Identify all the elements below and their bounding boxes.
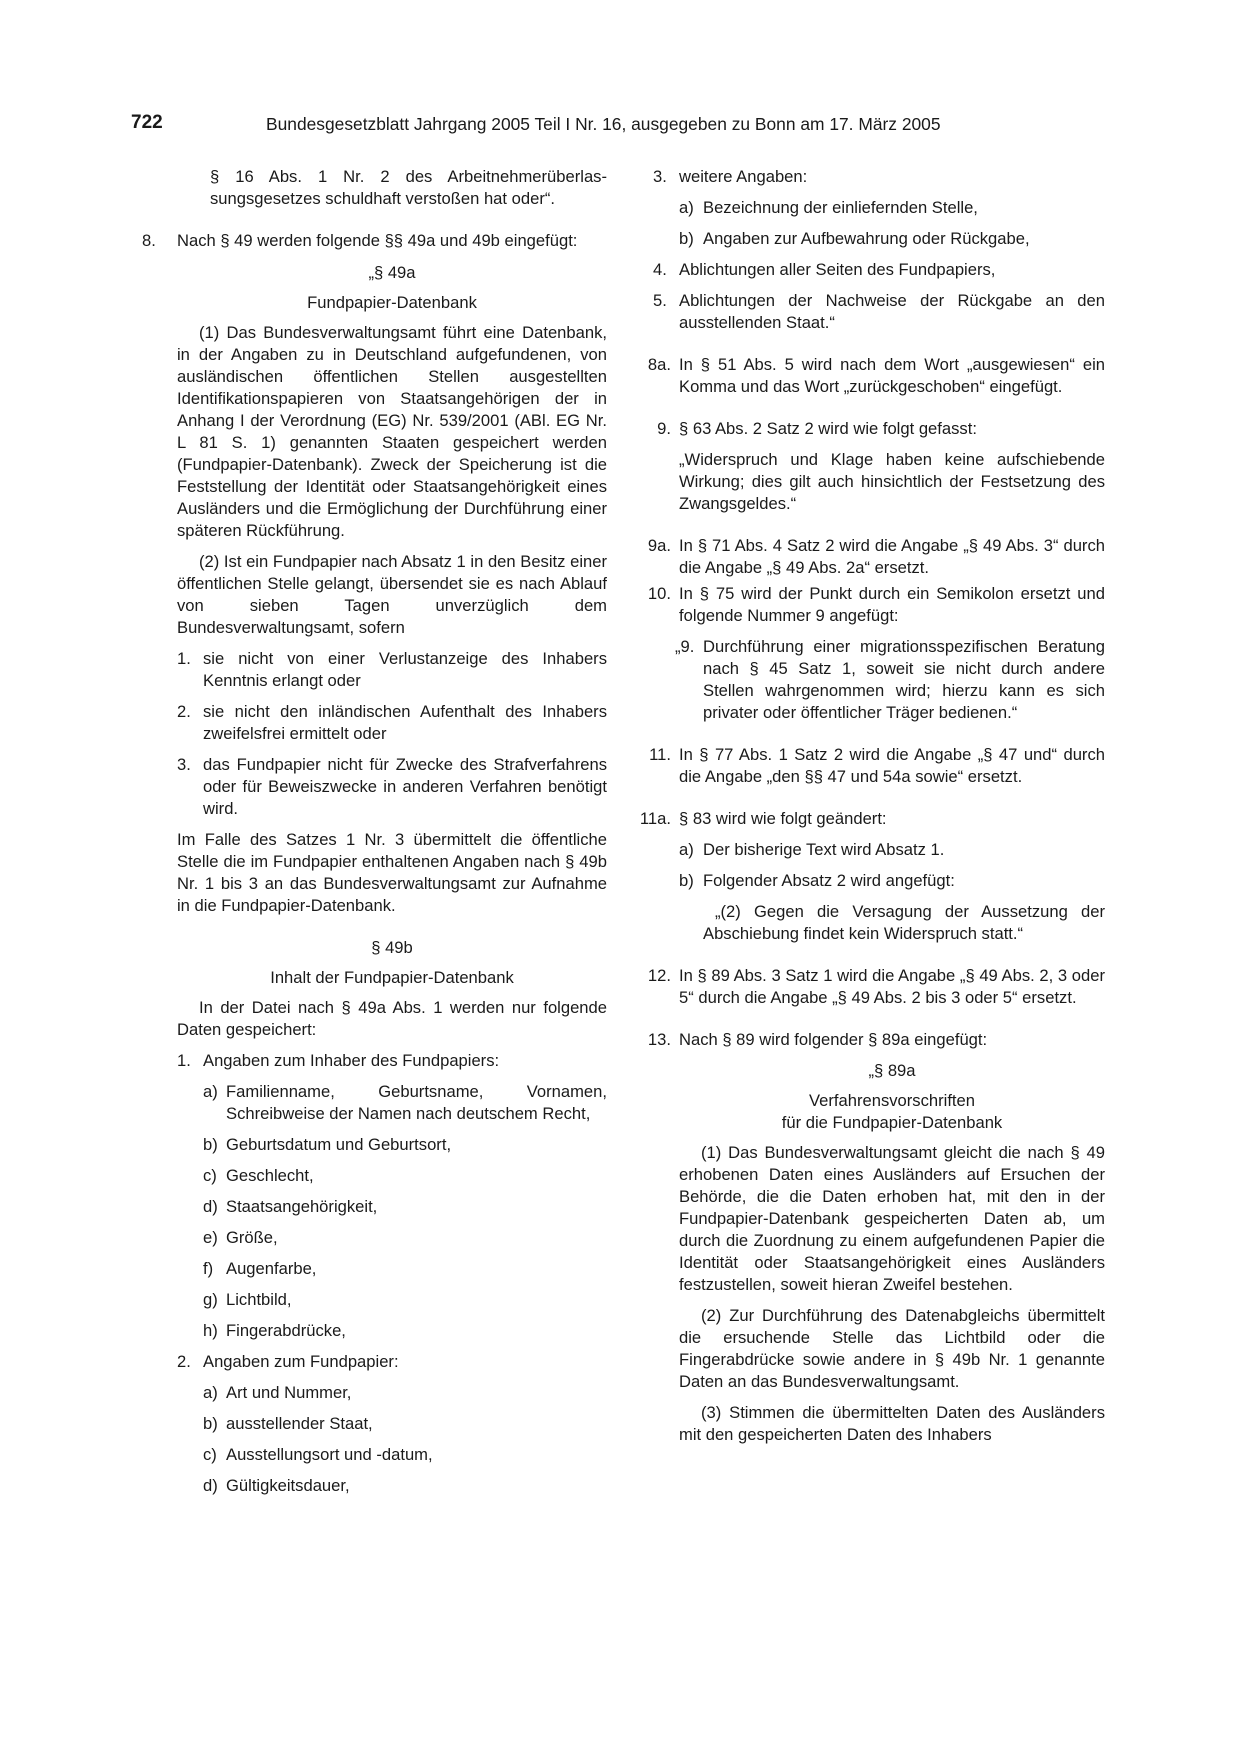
item-text: In § 77 Abs. 1 Satz 2 wird die Angabe „§ 47 und“ durch die Angabe „den §§ 47 und 54a sowie“ ersetzt.: [679, 745, 1105, 786]
list-number: 4.: [653, 260, 667, 279]
page-number: 722: [131, 112, 163, 133]
sub-label: h): [203, 1321, 218, 1340]
list-text: Ablichtungen aller Seiten des Fundpapiers,: [679, 260, 996, 279]
amendment-item-11a: [633, 808, 1105, 830]
paragraph: (1) Das Bundesverwaltungsamt gleicht die nach § 49 erhobenen Daten eines Ausländers auf Ersuchen der Behörde, die die Daten erhoben hat, mit den in der Fundpapier-Datenbank gespeicherten Daten ab, um durch die Zuordnung zu einem aufgefundenen Papier die Identität oder Staatsangehörigkeit eines Ausländers festzustellen, soweit hieran Zweifel bestehen.: [679, 1143, 1105, 1294]
sub-label: b): [203, 1135, 218, 1154]
sub-label: e): [203, 1228, 218, 1247]
item-text: In § 51 Abs. 5 wird nach dem Wort „ausgewiesen“ ein Komma und das Wort „zurückgeschoben“ eingefügt.: [679, 355, 1105, 396]
item-number: 8.: [142, 231, 156, 250]
list-text: Ablichtungen der Nachweise der Rückgabe an den ausstellenden Staat.“: [679, 291, 1105, 332]
list-item: [633, 259, 1105, 281]
item-text: In § 75 wird der Punkt durch ein Semikolon ersetzt und folgende Nummer 9 angefügt:: [679, 584, 1105, 625]
gazette-title: Bundesgesetzblatt Jahrgang 2005 Teil I Nr. 16, ausgegeben zu Bonn am 17. März 2005: [266, 114, 941, 134]
list-item: [142, 754, 607, 820]
sub-text: Geschlecht,: [226, 1166, 314, 1185]
section-title: für die Fundpapier-Datenbank: [781, 1113, 1003, 1132]
sub-item: [633, 839, 1105, 861]
amendment-item-9: [633, 418, 1105, 440]
amendment-item-9a: [633, 535, 1105, 579]
item-number: 10.: [647, 584, 671, 603]
amendment-item-8a: [633, 354, 1105, 398]
list-item: [633, 290, 1105, 334]
sub-text: Angaben zur Aufbewahrung oder Rückgabe,: [703, 229, 1030, 248]
sub-item: [142, 1134, 607, 1156]
sub-item: [142, 1165, 607, 1187]
sub-label: f): [203, 1259, 214, 1278]
list-item: [142, 648, 607, 692]
list-number: 1.: [177, 649, 191, 668]
quoted-list-item: [633, 636, 1105, 724]
list-text: Angaben zum Inhaber des Fundpapiers:: [203, 1051, 500, 1070]
sub-text: Familienname, Geburtsname, Vornamen, Schreibweise der Namen nach deutschem Recht,: [226, 1082, 607, 1123]
item-number: 8a.: [647, 355, 671, 374]
section-heading: § 49b: [371, 938, 413, 957]
item-text: In § 71 Abs. 4 Satz 2 wird die Angabe „§ 49 Abs. 3“ durch die Angabe „§ 49 Abs. 2a“ ersetzt.: [679, 536, 1105, 577]
paragraph: In der Datei nach § 49a Abs. 1 werden nur folgende Daten gespeichert:: [177, 998, 607, 1039]
item-number: 12.: [647, 966, 671, 985]
continuation-line: sungsgesetzes schuldhaft verstoßen hat oder“.: [210, 189, 555, 208]
sub-item: [142, 1227, 607, 1249]
list-item: [142, 701, 607, 745]
item-text: § 63 Abs. 2 Satz 2 wird wie folgt gefasst:: [679, 419, 977, 438]
left-column: [142, 166, 607, 1497]
paragraph: (2) Ist ein Fundpapier nach Absatz 1 in den Besitz einer öffentlichen Stelle gelangt, übersendet sie es nach Ablauf von sieben Tagen unverzüglich dem Bundesverwaltungsamt, sofern: [177, 552, 607, 637]
sub-label: c): [203, 1445, 217, 1464]
item-number: 13.: [647, 1030, 671, 1049]
sub-text: Folgender Absatz 2 wird angefügt:: [703, 871, 955, 890]
item-number: 9.: [657, 419, 671, 438]
paragraph: Im Falle des Satzes 1 Nr. 3 übermittelt die öffentliche Stelle die im Fundpapier enthaltenen Angaben nach § 49b Nr. 1 bis 3 an das Bundesverwaltungsamt zur Aufnahme in die Fundpapier-Datenbank.: [177, 830, 607, 915]
list-item: [142, 1050, 607, 1072]
list-text: weitere Angaben:: [679, 167, 808, 186]
list-text: Angaben zum Fundpapier:: [203, 1352, 399, 1371]
quoted-text: „(2) Gegen die Versagung der Aussetzung der Abschiebung findet kein Widerspruch statt.“: [703, 902, 1105, 943]
sub-label: c): [203, 1166, 217, 1185]
section-title: Verfahrensvorschriften: [808, 1091, 976, 1110]
item-number: 11.: [649, 745, 671, 764]
sub-label: b): [203, 1414, 218, 1433]
list-text: sie nicht den inländischen Aufenthalt des Inhabers zweifelsfrei ermittelt oder: [203, 702, 607, 743]
sub-text: Staatsangehörigkeit,: [226, 1197, 378, 1216]
continuation-line: § 16 Abs. 1 Nr. 2 des Arbeitnehmerüberlas-: [210, 167, 607, 186]
sub-item: [142, 1444, 607, 1466]
sub-label: a): [679, 198, 694, 217]
list-number: 3.: [653, 167, 667, 186]
sub-label: b): [679, 229, 694, 248]
list-number: 1.: [177, 1051, 191, 1070]
list-text: sie nicht von einer Verlustanzeige des Inhabers Kenntnis erlangt oder: [203, 649, 607, 690]
sub-text: Bezeichnung der einliefernden Stelle,: [703, 198, 978, 217]
sub-item: [142, 1081, 607, 1125]
item-number: 11a.: [639, 809, 671, 828]
list-number: 5.: [653, 291, 667, 310]
sub-item: [142, 1289, 607, 1311]
sub-item: [142, 1413, 607, 1435]
amendment-item-8: [142, 230, 607, 252]
item-text: In § 89 Abs. 3 Satz 1 wird die Angabe „§ 49 Abs. 2, 3 oder 5“ durch die Angabe „§ 49 Abs. 2 bis 3 oder 5“ ersetzt.: [679, 966, 1105, 1007]
list-item: [142, 1351, 607, 1373]
sub-label: a): [203, 1082, 218, 1101]
item-text: § 83 wird wie folgt geändert:: [679, 809, 887, 828]
paragraph: (2) Zur Durchführung des Datenabgleichs übermittelt die ersuchende Stelle das Lichtbild oder die Fingerabdrücke sowie andere in § 49b Nr. 1 genannte Daten an das Bundesverwaltungsamt.: [679, 1306, 1105, 1391]
sub-text: Fingerabdrücke,: [226, 1321, 346, 1340]
section-title: Fundpapier-Datenbank: [307, 293, 477, 312]
sub-label: g): [203, 1290, 218, 1309]
item-number: 9a.: [647, 536, 671, 555]
sub-label: d): [203, 1197, 218, 1216]
quoted-text: Durchführung einer migrationsspezifischen Beratung nach § 45 Satz 1, soweit sie nicht durch andere Stellen wahrgenommen wird; hierzu kann es sich privater oder öffentlicher Träger bedienen.“: [703, 637, 1105, 722]
page-header: [0, 112, 1244, 136]
list-number: 2.: [177, 1352, 191, 1371]
sub-item: [142, 1382, 607, 1404]
amendment-item-11: [633, 744, 1105, 788]
sub-item: [142, 1258, 607, 1280]
sub-text: Ausstellungsort und -datum,: [226, 1445, 433, 1464]
sub-text: Augenfarbe,: [226, 1259, 317, 1278]
paragraph: (3) Stimmen die übermittelten Daten des Ausländers mit den gespeicherten Daten des Inhabers: [679, 1403, 1105, 1444]
paragraph: (1) Das Bundesverwaltungsamt führt eine Datenbank, in der Angaben zu in Deutschland aufgefundenen, von ausländischen öffentlichen Stellen ausgestellten Identifikationspapieren von Staatsangehörigen der in Anhang I der Verordnung (EG) Nr. 539/2001 (ABl. EG Nr. L 81 S. 1) genannten Staaten gespeichert werden (Fundpapier-Datenbank). Zweck der Speicherung ist die Feststellung der Identität oder Staatsangehörigkeit eines Ausländers und die Ermöglichung der Durchführung einer späteren Rückführung.: [177, 323, 607, 540]
section-title: Inhalt der Fundpapier-Datenbank: [270, 968, 514, 987]
quoted-number: „9.: [675, 637, 695, 656]
sub-label: a): [679, 840, 694, 859]
list-text: das Fundpapier nicht für Zwecke des Strafverfahrens oder für Beweiszwecke in anderen Verfahren benötigt wird.: [203, 755, 607, 818]
continuation-text: [142, 166, 607, 210]
sub-item: [142, 1320, 607, 1342]
sub-label: b): [679, 871, 694, 890]
sub-text: Geburtsdatum und Geburtsort,: [226, 1135, 452, 1154]
sub-text: Gültigkeitsdauer,: [226, 1476, 350, 1495]
sub-item: [633, 228, 1105, 250]
sub-item: [142, 1475, 607, 1497]
section-heading: „§ 89a: [868, 1061, 916, 1080]
item-text: Nach § 49 werden folgende §§ 49a und 49b eingefügt:: [177, 231, 578, 250]
sub-text: Größe,: [226, 1228, 278, 1247]
sub-text: Der bisherige Text wird Absatz 1.: [703, 840, 945, 859]
sub-text: Art und Nummer,: [226, 1383, 352, 1402]
amendment-item-13: [633, 1029, 1105, 1051]
sub-item: [142, 1196, 607, 1218]
list-number: 2.: [177, 702, 191, 721]
amendment-item-10: [633, 583, 1105, 627]
list-item: [633, 166, 1105, 188]
sub-text: Lichtbild,: [226, 1290, 292, 1309]
list-number: 3.: [177, 755, 191, 774]
sub-label: d): [203, 1476, 218, 1495]
sub-label: a): [203, 1383, 218, 1402]
section-heading: „§ 49a: [368, 263, 416, 282]
amendment-item-12: [633, 965, 1105, 1009]
item-text: Nach § 89 wird folgender § 89a eingefügt:: [679, 1030, 988, 1049]
sub-item: [633, 197, 1105, 219]
sub-item: [633, 870, 1105, 892]
right-column: [633, 166, 1105, 1446]
quoted-text: „Widerspruch und Klage haben keine aufschiebende Wirkung; dies gilt auch hinsichtlich der Festsetzung des Zwangsgeldes.“: [679, 450, 1105, 513]
sub-text: ausstellender Staat,: [226, 1414, 373, 1433]
